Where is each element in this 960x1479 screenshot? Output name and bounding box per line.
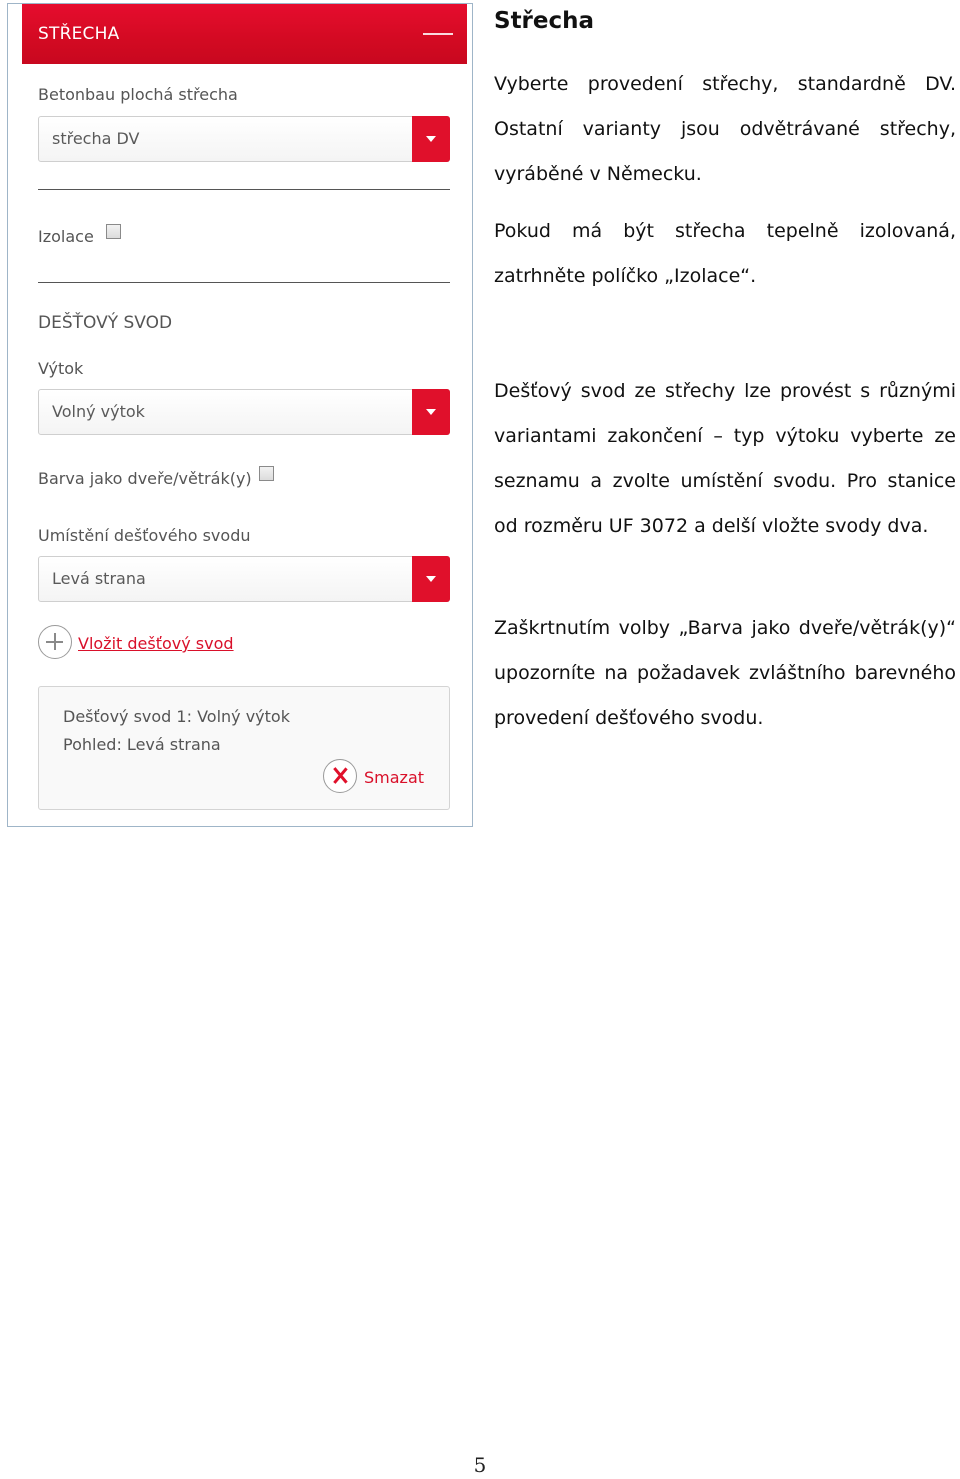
outlet-value: Volný výtok — [52, 402, 145, 421]
insulation-label: Izolace — [38, 227, 94, 246]
roof-type-select[interactable] — [38, 116, 450, 162]
gutter-position-value: Levá strana — [52, 569, 146, 588]
panel-header[interactable] — [22, 4, 467, 64]
insulation-checkbox[interactable] — [106, 224, 121, 239]
chevron-down-icon[interactable] — [412, 389, 450, 435]
gutter-item-card — [38, 686, 450, 810]
collapse-icon[interactable] — [423, 33, 453, 35]
roof-config-panel — [7, 3, 473, 827]
outlet-label: Výtok — [38, 359, 84, 378]
page-title: Střecha — [494, 8, 595, 34]
color-checkbox[interactable] — [259, 466, 274, 481]
divider — [38, 189, 450, 190]
paragraph-insulation: Pokud má být střecha tepelně izolovaná, zatrhněte políčko „Izolace“. — [494, 220, 956, 287]
chevron-down-icon[interactable] — [412, 116, 450, 162]
color-label: Barva jako dveře/větrák(y) — [38, 469, 252, 488]
roof-type-value: střecha DV — [52, 129, 140, 148]
plus-icon[interactable] — [38, 625, 72, 659]
panel-body — [22, 4, 467, 819]
delete-button[interactable]: Smazat — [364, 768, 425, 787]
chevron-down-icon[interactable] — [412, 556, 450, 602]
close-icon[interactable] — [323, 759, 357, 793]
paragraph-rain-gutter: Dešťový svod ze střechy lze provést s různými variantami zakončení – typ výtoku vyberte ze seznamu a zvolte umístění svodu. Pro stanice od rozměru UF 3072 a delší vložte svody dva. — [494, 380, 956, 537]
gutter-position-label: Umístění dešťového svodu — [38, 526, 251, 545]
page-number: 5 — [473, 1453, 487, 1477]
divider — [38, 282, 450, 283]
gutter-item-title: Dešťový svod 1: Volný výtok — [63, 707, 290, 726]
gutter-item-view: Pohled: Levá strana — [63, 735, 221, 754]
roof-type-label: Betonbau plochá střecha — [38, 85, 238, 104]
rain-gutter-section-title: DEŠŤOVÝ SVOD — [38, 313, 173, 333]
panel-title: STŘECHA — [38, 24, 120, 44]
gutter-position-select[interactable] — [38, 556, 450, 602]
paragraph-color: Zaškrtnutím volby „Barva jako dveře/větrák(y)“ upozorníte na požadavek zvláštního barevného provedení dešťového svodu. — [494, 617, 956, 729]
add-gutter-link[interactable]: Vložit dešťový svod — [78, 634, 234, 653]
outlet-select[interactable] — [38, 389, 450, 435]
paragraph-roof-type: Vyberte provedení střechy, standardně DV. Ostatní varianty jsou odvětrávané střechy, vyráběné v Německu. — [494, 73, 956, 185]
